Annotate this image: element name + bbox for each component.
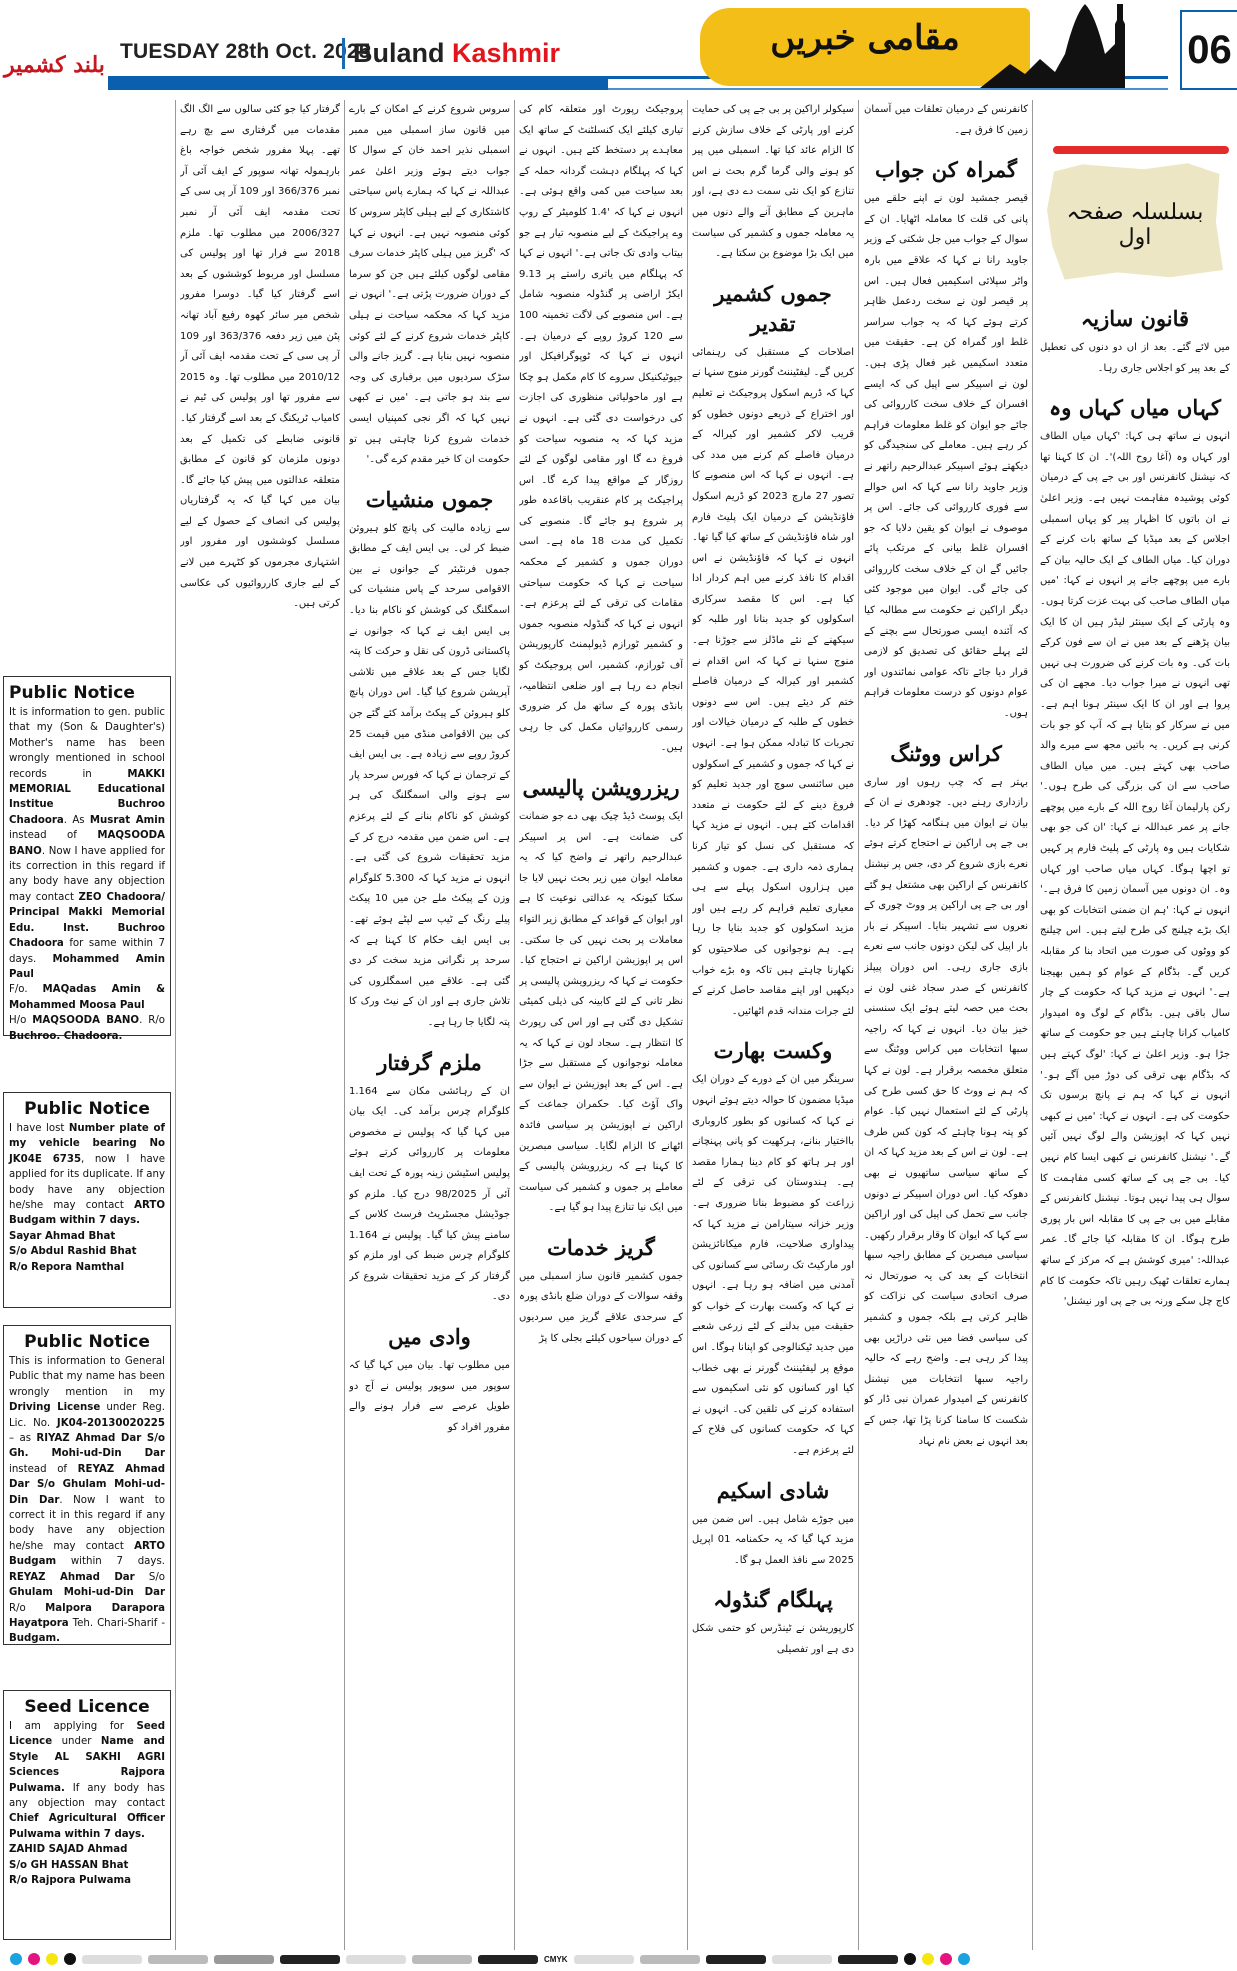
tone-swatch	[706, 1955, 766, 1964]
article-body: سے زیادہ مالیت کی پانچ کلو ہیروئن ضبط کر لی۔ بی ایس ایف کے مطابق جموں فرنٹیئر کے جوانوں نے بین الاقوامی سرحد کے پاس منشیات کی اسمگلنگ کی کوشش کو ناکام بنا دیا۔ بی ایس ایف نے کہا کہ جوانوں نے پاکستانی ڈرون کی نقل و حرکت کا پتہ لگایا جس کے بعد علاقے میں تلاشی آپریشن شروع کیا گیا۔ اس دوران پانچ کلو ہیروئن کے پیکٹ برآمد کئے گئے جن کی بین الاقوامی منڈی میں قیمت 25 کروڑ روپے سے زیادہ ہے۔ بی ایس ایف کے ترجمان نے کہا کہ فورس سرحد پار سے ہونے والی اسمگلنگ کی ہر کوشش کو ناکام بنانے کے لئے پرعزم ہے۔ اس ضمن میں مقدمہ درج کر کے مزید تحقیقات شروع کی گئی ہے۔ انہوں نے مزید کہا کہ 5.300 کلوگرام وزن کے پیکٹ ملے جن میں 10 پیکٹ پیلے رنگ کے ٹیپ سے لپٹے ہوئے تھے۔ بی ایس ایف حکام کا کہنا ہے کہ سرحد پر نگرانی مزید سخت کر دی گئی ہے۔ علاقے میں اسمگلروں کی تلاش جاری ہے اور ان کے نیٹ ورک کا پتہ لگایا جا رہا ہے۔	[349, 522, 510, 1028]
article-column-2	[180, 100, 340, 1950]
notice-body	[9, 1719, 165, 1888]
notice-text: F/o.	[9, 984, 43, 996]
notice-text: If any body has any objection may contact	[9, 1782, 165, 1810]
notice-emphasis: Budgam.	[9, 1633, 60, 1645]
notice-text: . R/o	[139, 1015, 165, 1027]
notice-text: It is information to gen. public that my (Son & Daughter's) Mother's name has been wrongly mentioned in school records in	[9, 707, 165, 780]
article-column-6	[864, 100, 1028, 1950]
page-number: 06	[1180, 10, 1237, 90]
notice-text: . As	[63, 814, 90, 826]
notice-emphasis: REYAZ Ahmad Dar S/o Ghulam Mohi-ud-Din Dar	[9, 1463, 165, 1506]
article-body: کارپوریشن نے ٹینڈرس کو حتمی شکل دی ہے اور تفصیلی	[692, 1623, 854, 1655]
notice-emphasis: JK04-20130020225	[56, 1417, 165, 1429]
column-divider	[858, 100, 859, 1950]
article-headline: کہاں میاں کہاں وہ	[1048, 395, 1222, 421]
article-column-4	[519, 100, 683, 1950]
newspaper-logo: بلند کشمیر	[4, 52, 105, 78]
notice-body	[9, 1121, 165, 1275]
article-body: جموں کشمیر قانون ساز اسمبلی میں وقفہ سوالات کے دوران ضلع بانڈی پورہ کے سرحدی علاقے گریز میں سردیوں کے دوران سیاحوں کیلئے بجلی کا پڑ	[519, 1270, 683, 1344]
article-headline: قانون سازیہ	[1080, 306, 1190, 331]
article-body: پروجیکٹ رپورٹ اور متعلقہ کام کی تیاری کیلئے ایک کنسلٹنٹ کے ساتھ ایک معاہدے پر دستخط کئے ہیں۔ انہوں نے کہا کہ پہلگام دہشت گردانہ حملہ کے بعد سیاحت میں کمی واقع ہوئی ہے۔ انہوں نے کہا کہ '1.4 کلومیٹر کے روپ وے پراجیکٹ کے لیے منصوبہ تیار ہے جو بیتاب وادی تک جاتی ہے۔' انہوں نے کہا کہ پہلگام میں یاتری راستے پر 9.13 ایکڑ اراضی پر گنڈولہ منصوبہ شامل ہے۔ اس منصوبے کی لاگت تخمینہ 100 سے 120 کروڑ روپے کے درمیان ہے۔ انہوں نے کہا کہ ٹوپوگرافیکل اور جیوٹیکنیکل سروے کا کام مکمل ہو چکا ہے اور ماحولیاتی منظوری کی اجازت کی درخواست دی گئی ہے۔ انہوں نے مزید کہا کہ یہ منصوبہ سیاحت کو فروغ دے گا اور مقامی لوگوں کے لئے روزگار کے مواقع پیدا کرے گا۔ اس پراجیکٹ پر کام عنقریب باقاعدہ طور پر شروع ہو جائے گا۔ منصوبے کی تکمیل کی مدت 18 ماہ ہے۔ اسی دوران جموں و کشمیر کے محکمہ سیاحت نے کہا کہ حکومت سیاحتی مقامات کی ترقی کے لئے پرعزم ہے۔ انہوں نے کہا کہ گنڈولہ منصوبہ جموں و کشمیر ٹورازم ڈیولپمنٹ کارپوریشن آف ٹورازم، کشمیر، اس پروجیکٹ کو انجام دے رہا ہے اور ضلعی انتظامیہ، بانڈی پورہ کے ساتھ مل کر ضروری رسمی کارروائیاں مکمل کی جا رہی ہیں۔	[519, 104, 683, 754]
article-headline: ریزرویشن پالیسی	[522, 775, 680, 800]
article-body: سیکولر اراکین پر بی جے پی کی حمایت کرنے اور پارٹی کے خلاف سازش کرنے کا الزام عائد کیا تھا۔ اسمبلی میں پیر کو ہونے والی گرما گرم بحث نے اس تنازع کو ایک نئی سمت دے دی ہے، اور ماہرین کے مطابق آنے والے دنوں میں یہ معاملہ جموں و کشمیر کی سیاست میں ایک بڑا موضوع بن سکتا ہے۔	[692, 104, 854, 260]
article-headline: وکست بھارت	[713, 1038, 833, 1064]
notice-emphasis: Driving License	[9, 1402, 101, 1414]
column-divider	[687, 100, 688, 1950]
article-headline: کراس ووٹنگ	[890, 740, 1002, 766]
notice-body	[9, 1354, 165, 1647]
notice-text: This is information to General Public that my name has been wrongly mention in my	[9, 1356, 165, 1398]
notice-emphasis: MAQSOODA BANO	[32, 1015, 140, 1027]
continued-red-stripe	[1053, 146, 1229, 154]
notice-title: Public Notice	[9, 683, 135, 703]
article-body: میں مطلوب تھا۔ بیان میں کہا گیا کہ سوپور میں سوپور پولیس نے آج دو طویل عرصے سے فرار ہونے والے مفرور افراد کو	[349, 1360, 510, 1433]
yellow-dot-icon	[46, 1953, 58, 1965]
notice-emphasis: Seed Licence	[9, 1721, 165, 1748]
notice-emphasis: MAQSOODA BANO	[9, 830, 165, 857]
notice-emphasis: Chief Agricultural Officer Pulwama within 7 days.	[9, 1813, 165, 1840]
article-headline: جموں کشمیر تقدیر	[714, 280, 832, 336]
notice-emphasis: S/o GH HASSAN Bhat	[9, 1859, 129, 1871]
newspaper-brand	[342, 38, 560, 69]
notice-emphasis: REYAZ Ahmad Dar	[9, 1571, 135, 1583]
notice-emphasis: S/o Abdul Rashid Bhat	[9, 1246, 137, 1258]
article-headline: شادی اسکیم	[716, 1477, 830, 1503]
tone-swatch	[838, 1955, 898, 1964]
article-body: انہوں نے ساتھ ہی کہا: 'کہاں میاں الطاف اور کہاں وہ (آغا روح اللہ)'۔ ان کا کہنا تھا کہ نیشنل کانفرنس اور بی جے پی کے درمیان کوئی پوشیدہ مفاہمت نہیں ہے۔ وزیر اعلیٰ نے ان باتوں کا اظہار پیر کو یہاں اسمبلی اجلاس کے بعد میڈیا کے ساتھ بات کرنے کے دوران کیا۔ میاں الطاف کے ایک حالیہ بیان کے بارے میں پوچھے جانے پر انہوں نے کہا: 'میں میاں الطاف صاحب کی بہت عزت کرتا ہوں۔ وہ پارٹی کے ایک سینئر لیڈر ہیں ان کا ایک بیان پڑھنے کے بعد میں نے ان سے فون کرکے بات کی۔ وہ بات کرنے کی ضرورت ہی نہیں تھی انہوں نے میرا جواب دیا۔ مجھے ان کی پروا ہے اور ان کا ایک سینئر ہونا اہم ہے۔ میں نے سرکار کو بتایا ہے کہ آپ کو جو بات کرنی ہے کریں۔ یہ باتیں مجھ سے میرے والد صاحب بھی کہتے ہیں۔ میں میاں الطاف صاحب سے ان کی بزرگی کی طرح ہوں۔' رکن پارلیمان آغا روح اللہ کے بارے میں پوچھے جانے پر عمر عبداللہ نے کہا: 'ان کی جو بھی شکایات ہیں وہ پارٹی کے پلیٹ فارم پر کہیں تو اچھا ہوگا۔ کہاں میاں صاحب اور کہاں وہ۔ ان دونوں میں آسمان زمین کا فرق ہے۔' انہوں نے کہا: 'ہم ان ضمنی انتخابات کو بھی ایک بڑے چیلنج کی طرح لیتے ہیں۔ اس چیلنج کو ووٹوں کی صورت میں اتحاد بنا کر مقابلہ کریں گے۔ بڈگام کے عوام کو ہمیں بھیجنا ہے۔' انہوں نے مزید کہا کہ حکومت کے چار سال باقی ہیں۔ بڈگام کے لوگ وہ امیدوار کامیاب کرانا چاہتے ہیں جو حکومت کے ساتھ جڑا ہو۔ وزیر اعلیٰ نے کہا: 'لوگ کہتے ہیں کہ بڈگام بھی ترقی کی دوڑ میں آگے ہو۔' انہوں نے کہا کہ ہم نے پانچ برسوں تک حکومت کی ہے۔ انہوں نے کہا: 'میں نے کبھی نہیں کہا کہ اپوزیشن والے لوگ نہیں آئیں گے۔' نیشنل کانفرنس نے کبھی ایسا کام نہیں کیا۔ بی جے پی کے ساتھ کسی مفاہمت کا سوال ہی پیدا نہیں ہوتا۔ نیشنل کانفرنس کے مقابلے میں بی جے پی کا مقابلہ اس بار پوری طرح ہوگا۔ ان کا مقابلہ کیا جائے گا۔ عمر عبداللہ: 'میری کوشش ہے کہ مرکز کے ساتھ ہمارے تعلقات ٹھیک رہیں تاکہ حکومت کا کام کاج چل سکے ورنہ بی جے پی اور نیشنل'	[1040, 431, 1230, 1308]
yellow-dot-icon	[922, 1953, 934, 1965]
article-column-1	[4, 100, 170, 660]
article-column-3	[349, 100, 510, 1950]
brand-part-2: Kashmir	[452, 38, 561, 68]
article-body: اصلاحات کے مستقبل کی رہنمائی کریں گے۔ لیفٹیننٹ گورنر منوج سنہا نے کہا کہ ڈریم اسکول پروجیکٹ نے تعلیم اور اختراع کے ذریعے دونوں خطوں کو قریب لاکر کشمیر اور کیرالہ کے درمیان فاصلے کم کرنے میں مدد کی ہے۔ انہوں نے کہا کہ اس منصوبے کا تصور 27 مارچ 2023 کو ڈریم اسکول فاؤنڈیشن کے درمیان ایک پلیٹ فارم اور شاہ فاؤنڈیشن کے ساتھ کیا گیا تھا۔ انہوں نے کہا کہ فاؤنڈیشن نے اس اقدام کا نافذ کرنے میں اہم کردار ادا کیا ہے۔ اس کا مقصد سرکاری اسکولوں کو جدید بنانا اور طلبہ کو سیکھنے کے نئے ماڈلز سے جوڑنا ہے۔ منوج سنہا نے کہا کہ اس اقدام نے کشمیر اور کیرالہ کے درمیان فاصلے ختم کر دیئے ہیں۔ اس سے دونوں خطوں کے طلبہ کے درمیان خیالات اور تجربات کا تبادلہ ممکن ہوا ہے۔ انہوں نے کہا کہ جموں و کشمیر کے اسکولوں میں سائنسی سوچ اور جدید تعلیم کو فروغ دینے کے لئے حکومت نے متعدد اقدامات کئے ہیں۔ انہوں نے مزید کہا کہ مستقبل کی نسل کو تیار کرنا ہماری ذمہ داری ہے۔ جموں و کشمیر میں ہزاروں اسکول پہلے سے ہی معیاری تعلیم فراہم کر رہے ہیں اور مزید اسکولوں کو جدید بنایا جا رہا ہے۔ ہم نوجوانوں کی صلاحیتوں کو نکھارنا چاہتے ہیں تاکہ وہ بڑے خواب دیکھیں اور اپنے مقاصد حاصل کرنے کے لئے جرات مندانہ قدم اٹھائیں۔	[692, 346, 854, 1017]
notice-emphasis: MAQadas Amin & Mohammed Moosa Paul	[9, 984, 165, 1011]
issue-date: TUESDAY 28th Oct. 2025	[120, 40, 371, 63]
article-body: میں جوڑے شامل ہیں۔ اس ضمن میں مزید کہا گیا کہ یہ حکمنامہ 01 اپریل 2025 سے نافذ العمل ہو گا۔	[692, 1513, 854, 1566]
article-body: سروس شروع کرنے کے امکان کے بارے میں قانون ساز اسمبلی میں ممبر اسمبلی نذیر احمد خان کے سوال کا جواب دیتے ہوئے وزیر اعلیٰ عمر عبداللہ نے کہا کہ ہمارے پاس سیاحتی کاشتکاری کے لیے ہیلی کاپٹر سروس کا کوئی منصوبہ نہیں ہے۔ انہوں نے کہا کہ 'گریز میں ہیلی کاپٹر خدمات سرف مقامی لوگوں کیلئے ہیں جن کو سرما کے دوران ضرورت پڑتی ہے۔' انہوں نے مزید کہا کہ محکمہ سیاحت نے ہیلی کاپٹر خدمات شروع کرنے کے لئے کوئی منصوبہ نہیں بنایا ہے۔ گریز جانے والی سڑک سردیوں میں برفباری کی وجہ سے بند ہو جاتی ہے۔ 'میں نے کبھی نہیں کہا کہ اگر نجی کمپنیاں ایسی خدمات شروع کرنا چاہتی ہیں تو حکومت ان کا خیر مقدم کرے گی۔'	[349, 104, 510, 466]
article-body: کانفرنس کے درمیان تعلقات میں آسمان زمین کا فرق ہے۔	[864, 104, 1028, 136]
tone-swatch	[640, 1955, 700, 1964]
shrine-silhouette-icon	[980, 4, 1150, 90]
notice-emphasis: Sayar Ahmad Bhat	[9, 1230, 116, 1242]
article-headline: جموں منشیات	[365, 486, 494, 512]
seed-licence-notice	[3, 1690, 171, 1940]
article-headline: وادی میں	[388, 1324, 471, 1350]
article-body: قیصر جمشید لون نے اپنے حلقے میں پانی کی قلت کا معاملہ اٹھایا۔ ان کے سوال کے جواب میں جل شکتی کے وزیر جاوید رانا نے کہا کہ علاقے میں بارہ واٹر سپلائی اسکیمیں فعال ہیں۔ اس پر قیصر لون نے سخت ردعمل ظاہر کرتے ہوئے کہا کہ یہ جواب سراسر غلط اور گمراہ کن ہے۔ حقیقت میں متعدد اسکیمیں غیر فعال پڑی ہیں۔ لون نے اسپیکر سے اپیل کی کہ ایسے افسران کے خلاف سخت کارروائی کی جائے جو ایوان کو غلط معلومات فراہم کر رہے ہیں۔ معاملے کی سنجیدگی کو دیکھتے ہوئے اسپیکر عبدالرحیم راتھر نے وزیر جاوید رانا سے کہا کہ اس حوالے سے فوری کارروائی کی جائے۔ اس پر موصوف نے ایوان کو یقین دلایا کہ جو افسران غلط بیانی کے مرتکب پائے جائیں گے ان کے خلاف سخت کارروائی کی جائے گی۔ ایوان میں موجود کئی دیگر اراکین نے حکومت سے مطالبہ کیا کہ آئندہ ایسی صورتحال سے بچنے کے لئے پہلے حقائق کی تصدیق کو لازمی قرار دیا جائے تاکہ عوامی نمائندوں اور عوام دونوں کو درست معلومات فراہم ہوں۔	[864, 193, 1028, 720]
notice-emphasis: Malpora Darapora Hayatpora	[9, 1602, 165, 1629]
notice-text: , now I have applied for its duplicate. If any body have any objection he/she may contact	[9, 1153, 165, 1212]
continued-label: بسلسلہ صفحہ اول	[1066, 200, 1204, 250]
notice-emphasis: ZEO Chadoora/ Principal Makki Memorial Edu. Inst. Buchroo Chadoora	[9, 891, 165, 950]
notice-text: H/o	[9, 1015, 33, 1027]
public-notice-number-plate	[3, 1092, 171, 1308]
notice-emphasis: Buchroo. Chadoora.	[9, 1030, 123, 1042]
article-headline: پہلگام گنڈولہ	[713, 1587, 833, 1613]
notice-text: I have lost	[9, 1123, 69, 1134]
tone-swatch	[214, 1955, 274, 1964]
notice-emphasis: ARTO Budgam	[9, 1540, 165, 1568]
tone-swatch	[412, 1955, 472, 1964]
masthead	[0, 0, 1237, 92]
notice-emphasis: ZAHID SAJAD Ahmad	[9, 1844, 128, 1856]
notice-text: under Reg. Lic. No.	[9, 1402, 166, 1429]
cmyk-label: CMYK	[544, 1954, 568, 1964]
notice-text: instead of	[9, 830, 98, 842]
black-dot-icon	[904, 1953, 916, 1965]
magenta-dot-icon	[28, 1953, 40, 1965]
notice-text: – as	[9, 1433, 37, 1445]
article-body: سرینگر میں ان کے دورے کے دوران ایک میڈیا مضمون کا حوالہ دیتے ہوئے انہوں نے کہا کہ کسانوں کو بطور کاروباری بااختیار بنانے، ہرکھیت کو پانی پہنچانے اور ہر ہاتھ کو کام دینا ہمارا مقصد ہے۔ ہندوستان کی ترقی کے لئے زراعت کو مضبوط بنانا ضروری ہے۔ وزیر خزانہ سیتارامن نے مزید کہا کہ پیداواری صلاحیت، فارم میکانائزیشن اور مارکیٹ تک رسائی سے کسانوں کی آمدنی میں اضافہ ہو رہا ہے۔ انہوں نے کہا کہ وکست بھارت کے خواب کو حقیقت میں بدلنے کے لئے زرعی شعبے میں جدید ٹیکنالوجی کو اپنانا ہوگا۔ اس موقع پر لیفٹیننٹ گورنر نے بھی خطاب کیا اور کسانوں کو نئی اسکیموں سے استفادہ کرنے کی تلقین کی۔ انہوں نے کہا کہ حکومت کسانوں کی فلاح کے لئے پرعزم ہے۔	[692, 1074, 854, 1457]
header-rule	[108, 76, 608, 90]
tone-swatch	[574, 1955, 634, 1964]
tone-swatch	[82, 1955, 142, 1964]
article-headline: گریز خدمات	[547, 1234, 655, 1260]
notice-text: . Now I want to correct it in this regard if any body have any objection he/she may contact	[9, 1494, 165, 1552]
public-notice-name-correction	[3, 676, 171, 1042]
brand-part-1: Buland	[353, 38, 452, 68]
notice-text: S/o	[134, 1571, 166, 1583]
cyan-dot-icon	[10, 1953, 22, 1965]
notice-emphasis: Mohammed Amin Paul	[9, 953, 165, 980]
notice-text: for same within 7 days.	[9, 938, 165, 965]
column-divider	[514, 100, 515, 1950]
notice-emphasis: RIYAZ Ahmad Dar S/o Gh. Mohi-ud-Din Dar	[9, 1433, 165, 1460]
article-body: گرفتار کیا جو کئی سالوں سے الگ الگ مقدمات میں گرفتاری سے بچ رہے تھے۔ پہلا مفرور شخص خواجہ باغ بارہمولہ تھانہ سوپور کے ایف آئی آر نمبر 366/376 اور 109 آر پی سی کے تحت مقدمہ ایف آئی آر نمبر 2006/327 میں مطلوب تھا۔ ملزم 2018 سے فرار تھا اور پولیس کی مسلسل اور مربوط کوششوں کے بعد اسے گرفتار کیا گیا۔ دوسرا مفرور شخص میر سائر کھوہ رفیع آباد تھانہ پٹن میں زیر دفعہ 363/376 اور 109 آر پی سی کے تحت مقدمہ ایف آئی آر 2010/12 میں مطلوب تھا۔ وہ 2015 سے مفرور تھا اور پولیس کی ٹیم نے کامیاب ٹریکنگ کے بعد اسے گرفتار کیا۔ قانونی ضابطے کی تکمیل کے بعد دونوں ملزمان کو قانون کے مطابق متعلقہ عدالتوں میں پیش کیا جائے گا۔ بیان میں کہا گیا کہ یہ گرفتاریاں پولیس کی انصاف کے حصول کے لیے مسلسل کوششوں اور مفرور اور اشتہاری مجرموں کو کٹہرے میں لانے کے لیے جاری کارروائیوں کی عکاسی کرتی ہیں۔	[180, 104, 340, 610]
article-body: ایک پوسٹ ڈیڈ چیک بھی دے جو ضمانت کی ضمانت ہے۔ اس پر اسپیکر عبدالرحیم راتھر نے واضح کیا کہ یہ معاملہ ایوان میں زیر بحث نہیں لایا جا سکتا کیونکہ یہ عدالتی نوعیت کا ہے اور ایوان کے قواعد کے مطابق زیر التواء معاملات پر بحث نہیں کی جا سکتی۔ اس پر اپوزیشن اراکین نے احتجاج کیا۔ حکومت نے کہا کہ ریزرویشن پالیسی پر نظر ثانی کے لئے کابینہ کی ذیلی کمیٹی تشکیل دی گئی ہے اور اس کی رپورٹ کا انتظار ہے۔ سجاد لون نے کہا کہ یہ معاملہ نوجوانوں کے مستقبل سے جڑا ہے۔ اس کے بعد اپوزیشن نے ایوان سے واک آؤٹ کیا۔ حکمران جماعت کے اراکین نے اپوزیشن پر سیاسی فائدہ اٹھانے کا الزام لگایا۔ سیاسی مبصرین کا کہنا ہے کہ ریزرویشن پالیسی کے معاملے پر جموں و کشمیر کی سیاست میں ایک نیا تنازع پیدا ہو گیا ہے۔	[519, 811, 683, 1214]
article-body: میں لائے گئے۔ بعد از اں دو دنوں کی تعطیل کے بعد پیر کو اجلاس جاری رہا۔	[1040, 342, 1230, 374]
notice-text: . Now I have applied for its correction in this regard if any body have any objection may contact	[9, 845, 165, 903]
tone-swatch	[478, 1955, 538, 1964]
section-title: مقامی خبریں	[770, 18, 960, 58]
article-column-5	[692, 100, 854, 1950]
notice-text: Teh. Chari-Sharif -	[68, 1617, 165, 1629]
magenta-dot-icon	[940, 1953, 952, 1965]
notice-body	[9, 705, 165, 1044]
column-divider	[175, 100, 176, 1950]
article-column-7	[1040, 290, 1230, 1950]
black-dot-icon	[64, 1953, 76, 1965]
notice-text: R/o	[9, 1602, 46, 1614]
notice-title: Public Notice	[24, 1332, 150, 1352]
tone-swatch	[280, 1955, 340, 1964]
notice-emphasis: R/o Rajpora Pulwama	[9, 1875, 132, 1887]
article-body: ان کے رہائشی مکان سے 1.164 کلوگرام چرس برآمد کی۔ ایک بیان میں کہا گیا کہ پولیس نے مخصوص معلومات پر کارروائی کرتے ہوئے پولیس اسٹیشن زینہ پورہ کے تحت ایف آئی آر 98/2025 درج کیا۔ ملزم کو جوڈیشل مجسٹریٹ فرسٹ کلاس کے سامنے پیش کیا گیا۔ پولیس نے 1.164 کلوگرام چرس ضبط کی اور ملزم کو گرفتار کر کے مزید تحقیقات شروع کر دی۔	[349, 1085, 510, 1303]
notice-emphasis: Name and Style AL SAKHI AGRI Sciences Rajpora Pulwama.	[9, 1736, 165, 1794]
notice-title: Public Notice	[24, 1099, 150, 1119]
article-headline: گمراہ کن جواب	[875, 157, 1017, 183]
column-divider	[344, 100, 345, 1950]
notice-text: instead of	[9, 1463, 78, 1475]
notice-emphasis: ARTO Budgam within 7 days.	[9, 1200, 165, 1227]
article-body: بہتر ہے کہ چپ رہوں اور ساری رازداری رہنے دیں۔ چودھری نے ان کے بیان نے ایوان میں ہنگامہ کھڑا کر دیا۔ بی جے پی اراکین نے احتجاج کرتے ہوئے نعرے بازی شروع کر دی، جس پر نیشنل کانفرنس کے اراکین بھی مشتعل ہو گئے اور بی جے پی اراکین پر ووٹ چوری کے نعروں سے تشہیر بنایا۔ اسپیکر نے بار بار اپیل کی لیکن دونوں جانب سے نعرے بازی جاری رہی۔ اس دوران پیپلز کانفرنس کے صدر سجاد غنی لون نے بحث میں حصہ لیتے ہوئے ایک سنسنی خیز بیان دیا۔ انہوں نے کہا کہ راجیہ سبھا انتخابات میں کراس ووٹنگ سے متعلق مخمصہ برقرار ہے۔ لون نے کہا کہ ہم نے ووٹ کا حق کسی طرح کی پارٹی کے لئے استعمال نہیں کیا۔ عوام کو پتہ ہونا چاہئے کہ کون کس طرف ہے۔ لون نے اس کے بعد مزید کہا کہ ان کے ساتھ سیاسی ساتھیوں نے بھی دھوکہ کیا۔ اس دوران اسپیکر نے دونوں جانب سے تحمل کی اپیل کی اور اراکین سے کہا کہ ایوان کا وقار برقرار رکھیں۔ سیاسی مبصرین کے مطابق راجیہ سبھا انتخابات کے بعد کی یہ صورتحال نہ صرف اتحادی سیاست کی نزاکت کو ظاہر کرتی ہے بلکہ جموں و کشمیر کی سیاسی فضا میں نئی دراڑیں بھی پیدا کر رہی ہے۔ واضح رہے کہ حالیہ راجیہ سبھا انتخابات میں نیشنل کانفرنس کے امیدوار عمران نبی ڈار کو شکست کا سامنا کرنا پڑا تھا، جس کے بعد انہوں نے بعض نام نہاد	[864, 776, 1028, 1447]
notice-title: Seed Licence	[24, 1697, 150, 1717]
tone-swatch	[772, 1955, 832, 1964]
notice-emphasis: R/o Repora Namthal	[9, 1261, 125, 1273]
column-divider	[1032, 100, 1033, 1950]
article-headline: ملزم گرفتار	[377, 1049, 482, 1075]
cyan-dot-icon	[958, 1953, 970, 1965]
notice-emphasis: Number plate of my vehicle bearing No JK04E 6735	[9, 1123, 165, 1165]
notice-emphasis: Ghulam Mohi-ud-Din Dar	[9, 1587, 165, 1599]
notice-emphasis: Musrat Amin	[89, 814, 165, 826]
notice-text: within 7 days.	[56, 1556, 165, 1568]
tone-swatch	[346, 1955, 406, 1964]
notice-emphasis: MAKKI MEMORIAL Educational Institue Buchroo Chadoora	[9, 768, 165, 826]
notice-text: under	[52, 1736, 101, 1748]
notice-text: I am applying for	[9, 1721, 137, 1732]
tone-swatch	[148, 1955, 208, 1964]
print-registration-bar	[0, 1952, 1237, 1966]
public-notice-driving-license	[3, 1325, 171, 1645]
